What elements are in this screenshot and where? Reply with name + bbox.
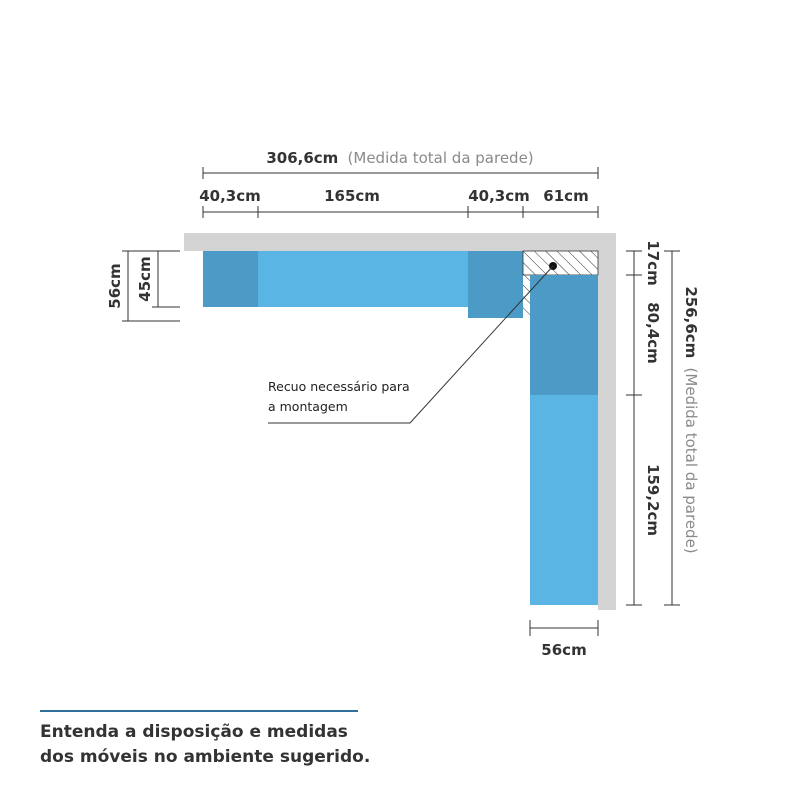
right-total-dimension: [664, 251, 680, 605]
module-right-2: [530, 395, 598, 605]
svg-text:306,6cm (Medida total da p: [266, 149, 533, 167]
right-segment-2-label: 80,4cm: [644, 302, 662, 364]
right-segment-1-label: 17cm: [644, 240, 662, 286]
top-segment-dimensions: [203, 206, 598, 218]
top-segment-4-label: 61cm: [543, 187, 589, 205]
module-right-1: [530, 275, 598, 395]
right-segment-3-label: 159,2cm: [644, 464, 662, 536]
module-top-2: [258, 251, 468, 307]
left-inner-label: 45cm: [136, 256, 154, 302]
caption-line-2: dos móveis no ambiente sugerido.: [40, 747, 371, 767]
top-segment-3-label: 40,3cm: [468, 187, 530, 205]
svg-text:256,6cm (Medida total da p: [682, 286, 700, 553]
left-outer-label: 56cm: [106, 263, 124, 309]
right-wall: [598, 233, 616, 610]
caption-line-1: Entenda a disposição e medidas: [40, 722, 348, 742]
caption-accent-rule: [40, 710, 358, 712]
setback-note-line-1: Recuo necessário para: [268, 379, 410, 394]
right-total-note: (Medida total da parede): [682, 367, 700, 554]
module-top-1: [203, 251, 258, 307]
mounting-setback-area: [523, 251, 598, 275]
top-segment-1-label: 40,3cm: [199, 187, 261, 205]
setback-note-line-2: a montagem: [268, 399, 348, 414]
caption: [40, 720, 460, 770]
right-segment-dimensions: [626, 251, 642, 605]
bottom-width-label: 56cm: [541, 641, 587, 659]
top-segment-2-label: 165cm: [324, 187, 380, 205]
top-total-label: 306,6cm: [266, 149, 339, 167]
mounting-setback-side: [523, 275, 530, 318]
top-total-dimension: [203, 167, 598, 179]
top-wall: [184, 233, 616, 251]
top-total-note: (Medida total da parede): [347, 149, 534, 167]
bottom-dimension: [530, 620, 598, 636]
right-total-label: 256,6cm: [682, 286, 700, 359]
